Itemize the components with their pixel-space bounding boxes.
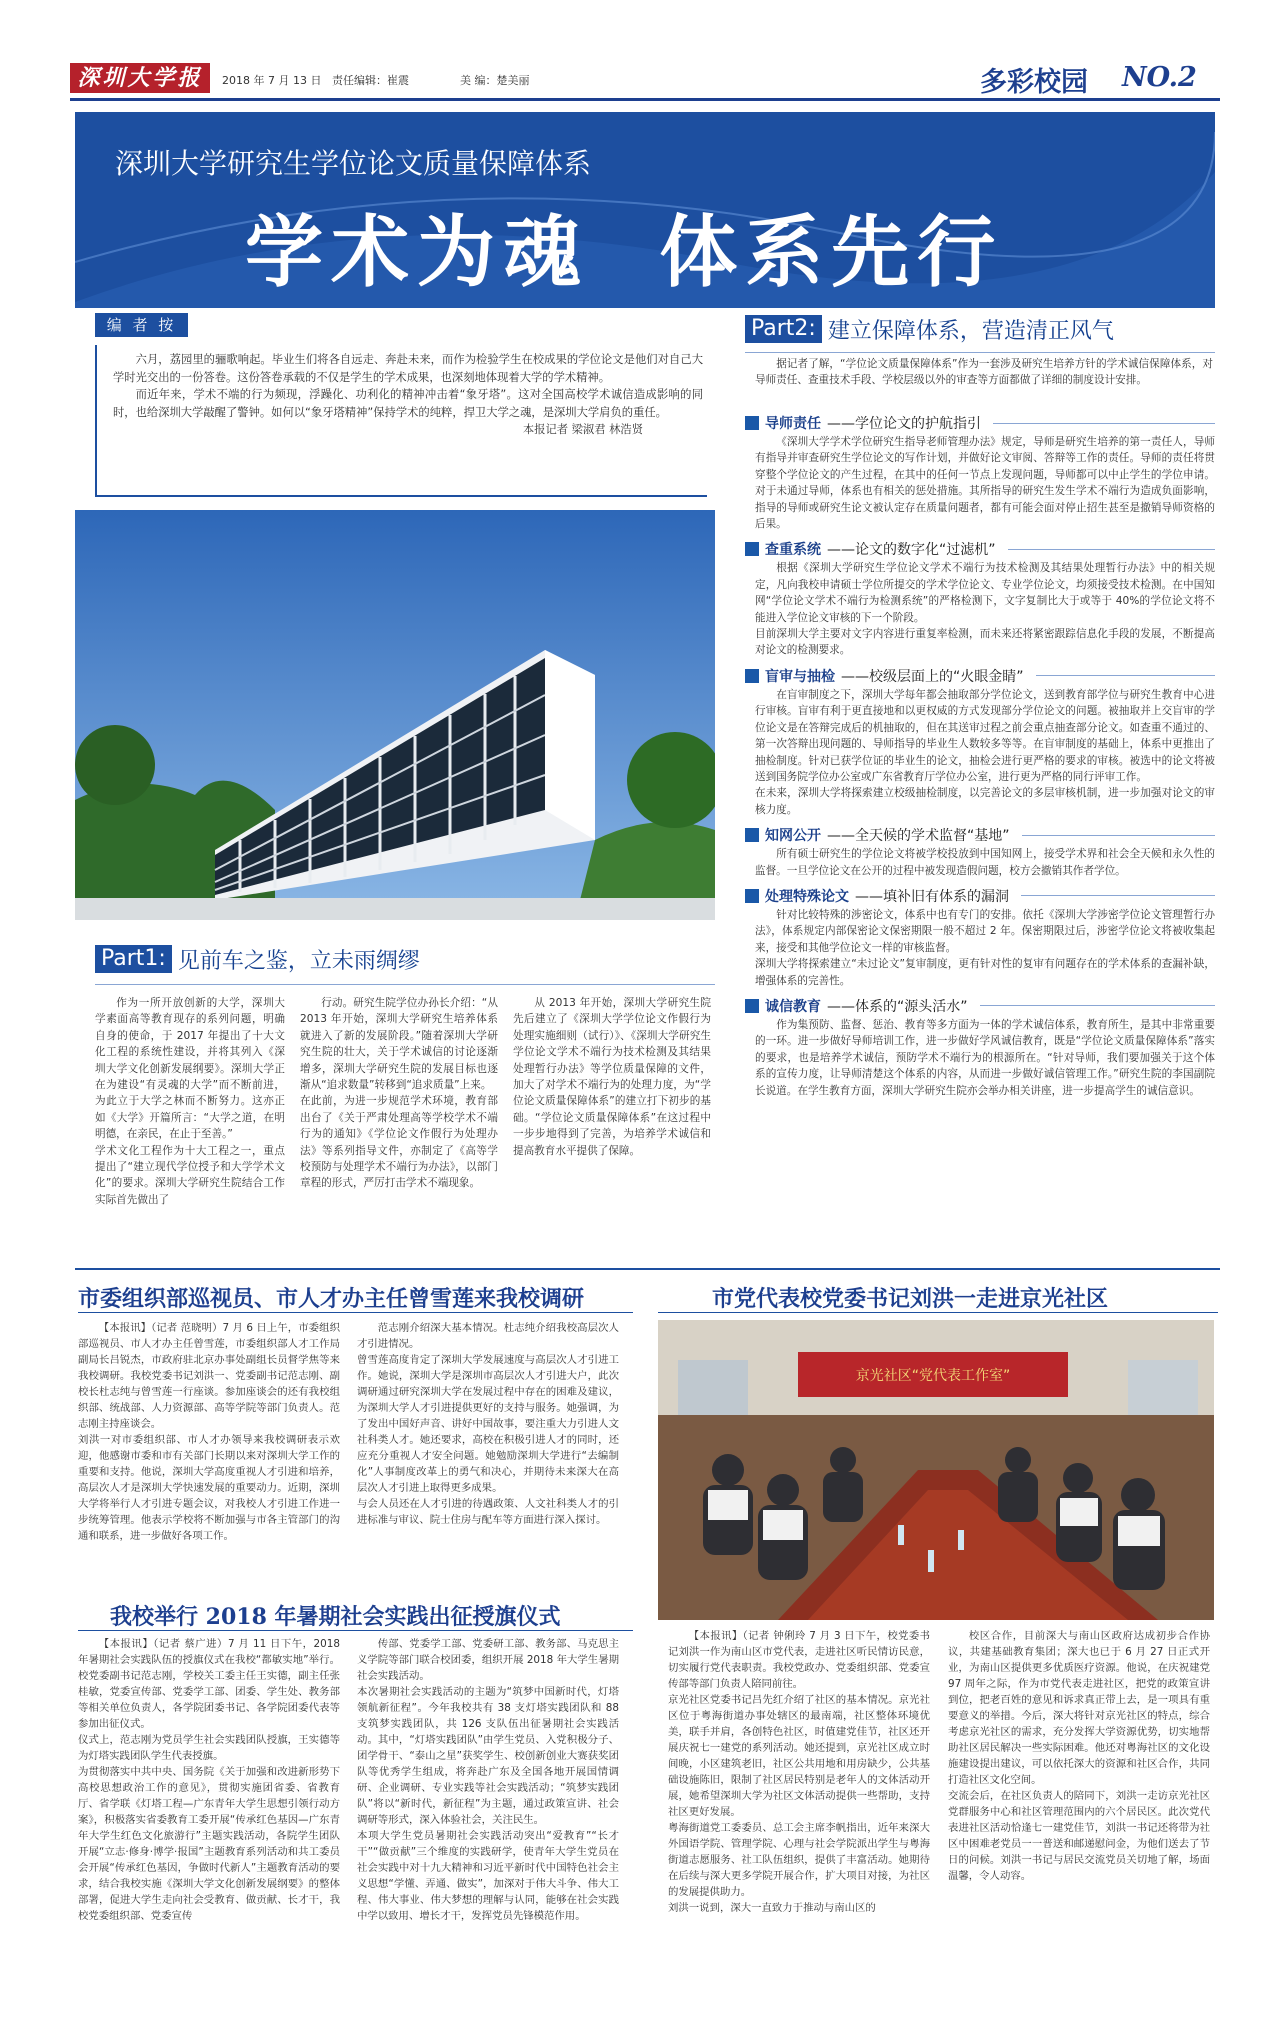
- part2-item: [745, 885, 1215, 989]
- part1-col1: 作为一所开放创新的大学，深圳大学素面高等教育现存的系列问题，明确自身的使命，于 2017 年提出了十大文化工程的系统性建设，并将其列入《深圳大学文化创新发展纲要》。深圳大学正在为建设“有灵魂的大学”而不断前进，为此立于大学之林而不断努力。这亦正如《大学》开篇所言：“大学之道，在明明德，在亲民，在止于至善。” 学术文化工程作为十大工程之一，重点提出了“建立现代学位授予和大学学术文化”的要求。深圳大学研究生院结合工作实际首先做出了: [95, 997, 285, 1206]
- part1-col2: 行动。研究生院学位办孙长介绍：“从 2013 年开始，深圳大学研究生培养体系就进入了新的发展阶段。”随着深圳大学研究生院的壮大，关于学术诚信的讨论逐渐增多，深圳大学研究生院的发展目标也逐渐从“追求数量”转移到“追求质量”上来。 在此前，为进一步规范学术环境，教育部出台了《关于严肃处理高等学校学术不端行为的通知》《学位论文作假行为处理办法》等系列指导文件，亦制定了《高等学校预防与处理学术不端行为办法》，以部门章程的形式，严厉打击学术不端现象。: [300, 997, 498, 1190]
- item-text: 作为集预防、监督、惩治、教育等多方面为一体的学术诚信体系，教育所生，是其中非常重要的一环。进一步做好导师培训工作，进一步做好学风诚信教育，既是“学位论文质量保障体系”落实的要求，也是培养学术诚信，预防学术不端行为的根源所在。“针对导师，我们要加强关于这个体系的宣传力度，让导师清楚这个体系的内容，从而进一步做好诚信管理工作。”研究生院的李国副院长说道。在学生教育方面，深圳大学研究生院亦会举办相关讲座，进一步提高学生的诚信意识。: [755, 1018, 1215, 1097]
- masthead-rule: [70, 98, 1220, 101]
- editor-note-p2: 而近年来，学术不端的行为频现，浮躁化、功利化的精神冲击着“象牙塔”。这对全国高校学术诚信造成影响的同时，也给深圳大学敲醒了警钟。如何以“象牙塔精神”保持学术的纯粹，捍卫大学之魂，是深圳大学肩负的重任。: [113, 388, 703, 419]
- item-label: 导师责任: [765, 416, 821, 432]
- editor-note-box: [95, 345, 707, 497]
- meeting-illustration: [658, 1320, 1214, 1620]
- news-right-title: 市党代表校党委书记刘洪一走进京光社区: [712, 1286, 1109, 1312]
- part2-item: [745, 412, 1215, 532]
- bullet-marker-icon: [745, 669, 759, 683]
- item-tail: ——全天候的学术监督“基地”: [827, 828, 1010, 845]
- section-divider: [75, 1268, 1220, 1270]
- item-text: 所有硕士研究生的学位论文将被学校投放到中国知网上，接受学术界和社会全天候和永久性的监督。一旦学位论文在公开的过程中被发现造假问题，校方会撤销其作者学位。: [755, 848, 1215, 877]
- page-number: NO.2: [1122, 62, 1197, 93]
- item-text: 《深圳大学学术学位研究生指导老师管理办法》规定，导师是研究生培养的第一责任人，导师有指导并审查研究生学位论文的写作计划，并做好论文审阅、答辩等工作的责任。导师的责任将贯穿整个学位论文的产生过程，在其中的任何一节点上发现问题，导师都可以中止学生的学位申请。对于未通过导师，体系也有相关的惩处措施。其所指导的研究生发生学术不端行为造成负面影响，指导的导师或研究生论文被认定存在质量问题者，都有可能会面对停止招生甚至是撤销导师资格的后果。: [755, 436, 1215, 531]
- designer-credit: 美 编：楚美丽: [460, 74, 530, 87]
- part2-items: [745, 412, 1215, 1105]
- section-name: 多彩校园: [980, 67, 1088, 98]
- news-right-col1: 【本报讯】（记者 钟俐玲 7 月 3 日下午，校党委书记刘洪一作为南山区市党代表，走进社区听民情访民意，切实履行党代表职责。我校党政办、党委组织部、党委宣传部等部门负责人陪同前往。 京光社区党委书记吕先红介绍了社区的基本情况。京光社区位于粤海街道办事处辖区的最南端，社区整体环境优美，联手并肩，各创特色社区，时值建党佳节，社区还开展庆祝七一建党的系列活动。她还提到，京光社区成立时间晚，小区建筑老旧，社区公共用地和用房缺少，公共基础设施陈旧，限制了社区居民特别是老年人的文体活动开展，她希望深圳大学为社区文体活动提供一些帮助，支持社区更好发展。 粤海街道党工委委员、总工会主席李帆指出，近年来深大外国语学院、管理学院、心理与社会学院派出学生与粤海街道志愿服务、社工队伍组织，提供了丰富活动。她期待在后续与深大更多学院开展合作，扩大项目对接，为社区的发展提供助力。 刘洪一说到，深大一直致力于推动与南山区的: [668, 1630, 930, 1914]
- issue-date: 2018 年 7 月 13 日: [222, 74, 322, 87]
- part1-rule: [95, 984, 715, 985]
- news-left-col1: 【本报讯】（记者 范晓明）7 月 6 日上午，市委组织部巡视员、市人才办主任曾雪莲，市委组织部人才工作局副局长吕锐杰，市政府驻北京办事处副组长员督学焦等来我校调研。我校党委书记刘洪一、党委副书记范志刚、副校长杜志纯与曾雪莲一行座谈。参加座谈会的还有我校组织部、统战部、人力资源部、高等学院等部门负责人。范志刚主持座谈会。 刘洪一对市委组织部、市人才办领导来我校调研表示欢迎，他感谢市委和市有关部门长期以来对深圳大学工作的重要和支持。他说，深圳大学高度重视人才引进和培养，高层次人才是深圳大学快速发展的重要动力。近期，深圳大学将举行人才引进专题会议，对我校人才引进工作进一步统筹管理。他表示学校将不断加强与市各主管部门的沟通和联系，进一步做好各项工作。: [78, 1322, 340, 1542]
- news-bottom-col1: 【本报讯】（记者 蔡广进）7 月 11 日下午，2018 年暑期社会实践队伍的授旗仪式在我校“都敏实地”举行。校党委副书记范志刚，学校关工委主任王实德，副主任张桂敏，党委宣传部、党委学工部、团委、学生处、教务部等相关单位负责人，各学院团委书记、各学院团委代表等参加出征仪式。 仪式上，范志刚为党员学生社会实践团队授旗，王实德等为灯塔实践团队学生代表授旗。 为贯彻落实中共中央、国务院《关于加强和改进新形势下高校思想政治工作的意见》，贯彻实施团省委、省教育厅、省学联《灯塔工程—广东青年大学生思想引领行动方案》，积极落实省委教育工委开展“传承红色基因—广东青年大学生红色文化旅游行”主题实践活动，各院学生团队开展“立志·修身·博学·报国”主题教育系列活动和共工委员会开展“传承红色基因，争做时代新人”主题教育活动的要求，结合我校实施《深圳大学文化创新发展纲要》的整体部署，促进大学生走向社会受教育、做贡献、长才干，我校党委组织部、党委宣传: [78, 1638, 340, 1922]
- news-right-rule: [658, 1312, 1218, 1313]
- newspaper-logo: 深圳大学报: [70, 63, 210, 93]
- item-label: 处理特殊论文: [765, 888, 849, 905]
- part2-item: [745, 538, 1215, 658]
- news-left-title: 市委组织部巡视员、市人才办主任曾雪莲来我校调研: [78, 1286, 585, 1312]
- part2-item: [745, 824, 1215, 879]
- item-tail: ——校级层面上的“火眼金睛”: [841, 668, 1024, 685]
- item-text: 针对比较特殊的涉密论文，体系中也有专门的安排。依托《深圳大学涉密学位论文管理暂行办法》，体系规定内部保密论文保密期限一般不超过 2 年。保密期限过后，涉密学位论文将被收集起来，接受和其他学位论文一样的审核监督。 深圳大学将探索建立“未过论文”复审制度，更有针对性的复审有问题存在的学术体系的查漏补缺，增强体系的完善性。: [755, 908, 1215, 987]
- news-left-rule: [78, 1312, 633, 1313]
- item-tail: ——论文的数字化“过滤机”: [827, 542, 996, 559]
- news-right-col2: 校区合作，目前深大与南山区政府达成初步合作协议，共建基础教育集团；深大也已于 6 月 27 日正式开业，为南山区提供更多优质医疗资源。他说，在庆祝建党 97 周年之际，作为市党代表走进社区，把党的政策宣讲到位，把老百姓的意见和诉求真正带上去，是一项具有重要意义的举措。今后，深大将针对京光社区的特点，综合考虑京光社区的需求，充分发挥大学资源优势，切实地帮助社区居民解决一些实际困难。他还对粤海社区的文化设施建设提出建议，可以依托深大的资源和社区合作，共同打造社区文化空间。 交流会后，在社区负责人的陪同下，刘洪一走访京光社区党群服务中心和社区管理范围内的六个居民区。此次党代表进社区活动恰逢七一建党佳节，刘洪一书记还将带为社区中困难老党员一一普送和邮递慰问金，为他们送去了节日的问候。刘洪一书记与居民交流党员关切地了解，场面温馨，令人动容。: [948, 1630, 1210, 1882]
- part2-intro: 据记者了解，“学位论文质量保障体系”作为一套涉及研究生培养方针的学术诚信保障体系，对导师责任、查重技术手段、学校层级以外的审查等方面都做了详细的制度设计安排。: [755, 358, 1213, 387]
- bullet-marker-icon: [745, 889, 759, 903]
- part1-tag: Part1:: [95, 945, 172, 973]
- item-tail: ——填补旧有体系的漏洞: [855, 888, 1009, 905]
- item-label: 盲审与抽检: [765, 668, 835, 685]
- editor-note-p1: 六月，荔园里的骊歌响起。毕业生们将各自远走、奔赴未来，而作为检验学生在校成果的学位论文是他们对自己大学时光交出的一份答卷。这份答卷承载的不仅是学生的学术成果，也深刻地体现着大学的学术精神。: [113, 353, 703, 384]
- item-tail: ——学位论文的护航指引: [827, 416, 981, 432]
- news-bottom-title: 我校举行 2018 年暑期社会实践出征授旗仪式: [110, 1604, 561, 1630]
- part2-item: [745, 995, 1215, 1099]
- editor-note-label: 编 者 按: [95, 313, 188, 337]
- editor-note-byline: 本报记者 梁淑君 林浩贤: [522, 423, 643, 436]
- banner-title: 学术为魂 体系先行: [245, 207, 1004, 298]
- news-left-col2: 范志刚介绍深大基本情况。杜志纯介绍我校高层次人才引进情况。 曾雪莲高度肯定了深圳大学发展速度与高层次人才引进工作。她说，深圳大学是深圳市高层次人才引进大户，此次调研通过研究深圳大学在发展过程中存在的困难及建议，为深圳大学人才引进提供更好的支持与服务。她强调，为了发出中国好声音、讲好中国故事，要注重大力引进人文社科类人才。她还要求，高校在积极引进人才的同时，还应充分重视人才安全问题。她勉励深圳大学进行“去编制化”人事制度改革上的勇气和决心，并期待未来深大在高层次人才引进上取得更多成果。 与会人员还在人才引进的待遇政策、人文社科类人才的引进标准与审议、院士住房与配车等方面进行深入探讨。: [357, 1322, 619, 1526]
- part2-item: [745, 665, 1215, 818]
- part1-col3: 从 2013 年开始，深圳大学研究生院先后建立了《深圳大学学位论文作假行为处理实施细则（试行）》、《深圳大学研究生学位论文学术不端行为技术检测及其结果处理暂行办法》等学位质量保障的文件，加大了对学术不端行为的处理力度，为“学位论文质量保障体系”的建立打下初步的基础。“学位论文质量保障体系”在这过程中一步步地得到了完善，为培养学术诚信和提高教育水平提供了保障。: [513, 997, 711, 1157]
- item-text: 在盲审制度之下，深圳大学每年都会抽取部分学位论文，送到教育部学位与研究生教育中心进行审核。盲审有利于更直接地和以更权威的方式发现部分学位论文的问题。被抽取并上交盲审的学位论文是在答辩完成后的机抽取的，但在其送审过程之前会重点抽查部分论文。如查重不通过的、第一次答辩出现问题的、导师指导的毕业生人数较多等等。在盲审制度的基础上，体系中更推出了抽检制度。针对已获学位证的毕业生的论文，抽检会进行更严格的要求的审核。被选中的论文将被送到国务院学位办公室或广东省教育厅学位办公室，进行更为严格的同行评审工作。 在未来，深圳大学将探索建立校级抽检制度，以完善论文的多层审核机制，进一步加强对论文的审核力度。: [755, 688, 1215, 816]
- news-bottom-rule: [78, 1630, 633, 1631]
- part2-tag: Part2:: [745, 315, 822, 343]
- bullet-marker-icon: [745, 416, 759, 430]
- bullet-marker-icon: [745, 999, 759, 1013]
- part1-heading: [95, 946, 715, 974]
- campus-building-photo: [75, 510, 715, 920]
- part2-title: 建立保障体系，营造清正风气: [827, 318, 1114, 344]
- part2-rule: [745, 352, 1215, 353]
- item-tail: ——体系的“源头活水”: [827, 998, 968, 1015]
- item-label: 查重系统: [765, 542, 821, 559]
- item-label: 知网公开: [765, 828, 821, 845]
- headline-banner: [75, 112, 1215, 308]
- part1-title: 见前车之鉴，立未雨绸缪: [177, 948, 420, 974]
- editor-credit: 责任编辑：崔震: [332, 74, 409, 87]
- bullet-marker-icon: [745, 828, 759, 842]
- item-label: 诚信教育: [765, 998, 821, 1015]
- item-text: 根据《深圳大学研究生学位论文学术不端行为技术检测及其结果处理暂行办法》中的相关规定，凡向我校申请硕士学位所提交的学术学位论文、专业学位论文，均须接受技术检测。在中国知网“学位论文学术不端行为检测系统”的严格检测下，文字复制比大于或等于 40%的学位论文将不能进入学位论文审核的下一个阶段。 目前深圳大学主要对文字内容进行重复率检测，而未来还将紧密跟踪信息化手段的发展，不断提高对论文的检测要求。: [755, 562, 1215, 657]
- part2-heading: [745, 316, 1215, 344]
- banner-subtitle: 深圳大学研究生学位论文质量保障体系: [115, 147, 592, 180]
- photo-banner-text: 京光社区“党代表工作室”: [855, 1368, 1011, 1384]
- bullet-marker-icon: [745, 542, 759, 556]
- meeting-photo: [658, 1320, 1214, 1620]
- masthead: [70, 60, 1220, 110]
- building-illustration: [75, 510, 715, 920]
- news-bottom-col2: 传部、党委学工部、党委研工部、教务部、马克思主义学院等部门联合校团委，组织开展 2018 年大学生暑期社会实践活动。 本次暑期社会实践活动的主题为“筑梦中国新时代，灯塔领航新征程”。今年我校共有 38 支灯塔实践团队和 88 支筑梦实践团队，共 126 支队伍出征暑期社会实践活动。其中，“灯塔实践团队”由学生党员、入党积极分子、团学骨干、“泰山之星”获奖学生、校创新创业大赛获奖团队等优秀学生组成，将奔赴广东及全国各地开展国情调研、企业调研、专业实践等社会实践活动；“筑梦实践团队”将以“新时代，新征程”为主题，通过政策宣讲、社会调研等形式，深入体验社会，关注民生。 本项大学生党员暑期社会实践活动突出“爱教育”“长才干”“做贡献”三个维度的实践研学，使青年大学生党员在社会实践中对十九大精神和习近平新时代中国特色社会主义思想“学懂、弄通、做实”，加深对于伟大斗争、伟大工程、伟大事业、伟大梦想的理解与认同，能够在社会实践中学以致用、增长才干，发挥党员先锋模范作用。: [357, 1638, 619, 1922]
